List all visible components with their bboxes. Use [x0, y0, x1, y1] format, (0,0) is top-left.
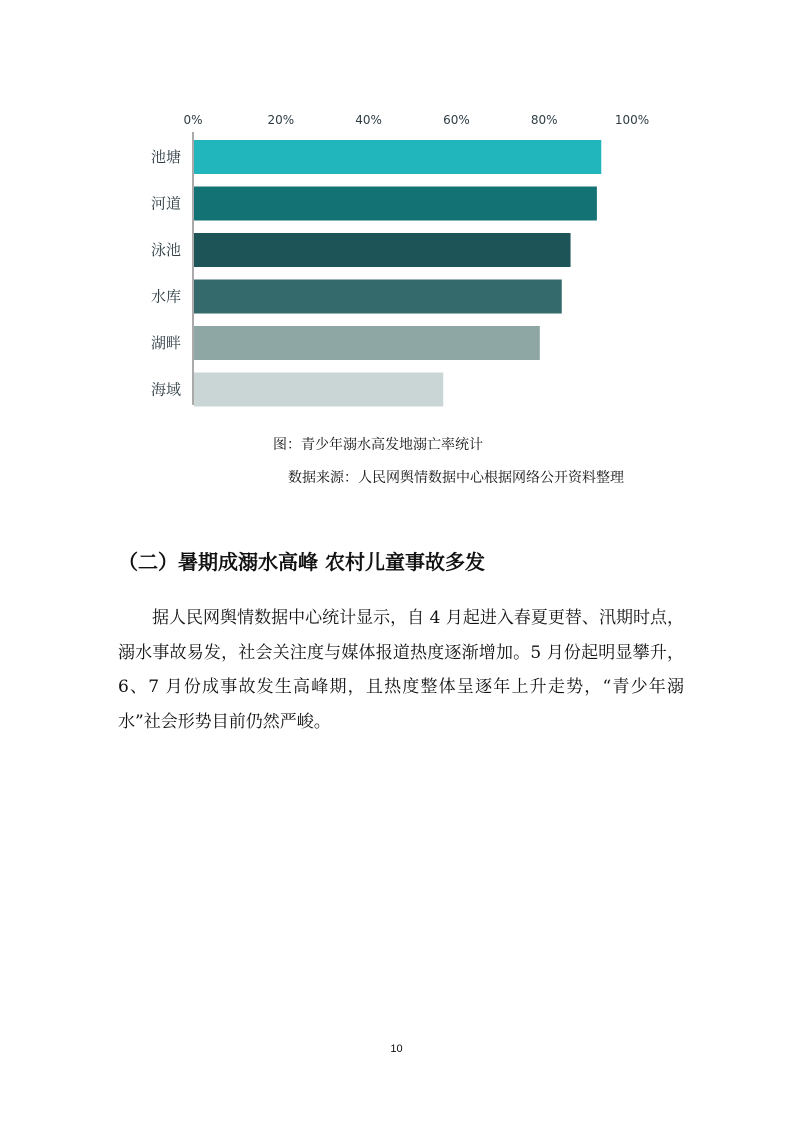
bar: [194, 280, 562, 314]
category-label: 水库: [150, 287, 181, 306]
section-heading: （二）暑期成溺水高峰 农村儿童事故多发: [118, 550, 485, 574]
bars: [194, 140, 601, 407]
x-tick-label: 80%: [530, 113, 558, 127]
category-labels: [151, 148, 181, 399]
x-tick-label: 100%: [614, 113, 650, 127]
bar: [194, 187, 597, 221]
x-tick-label: 20%: [267, 113, 295, 127]
x-tick-label: 60%: [443, 113, 470, 127]
horizontal-bar-chart: [0, 0, 793, 420]
bar: [194, 373, 443, 407]
category-label: 湖畔: [150, 334, 181, 352]
x-axis-tick-labels: [183, 113, 649, 127]
category-label: 河道: [150, 194, 181, 213]
category-label: 海域: [150, 380, 181, 399]
x-tick-label: 40%: [355, 113, 382, 127]
figure-source-note: 数据来源：人民网舆情数据中心根据网络公开资料整理: [288, 470, 624, 486]
page-number: 10: [390, 1043, 403, 1055]
bar: [194, 233, 571, 267]
category-label: 池塘: [150, 148, 181, 166]
category-label: 泳池: [150, 241, 181, 259]
figure-caption: 图：青少年溺水高发地溺亡率统计: [273, 437, 483, 453]
x-tick-label: 0%: [183, 113, 203, 127]
body-paragraph: 据人民网舆情数据中心统计显示，自 4 月起进入春夏更替、汛期时点，溺水事故易发，社会关注度与媒体报道热度逐渐增加。5 月份起明显攀升，6、7 月份成事故发生高峰期，且热度整体呈逐年上升走势，“青少年溺水”社会形势目前仍然严峻。: [118, 608, 684, 732]
bar: [194, 140, 601, 174]
bar: [194, 326, 540, 360]
